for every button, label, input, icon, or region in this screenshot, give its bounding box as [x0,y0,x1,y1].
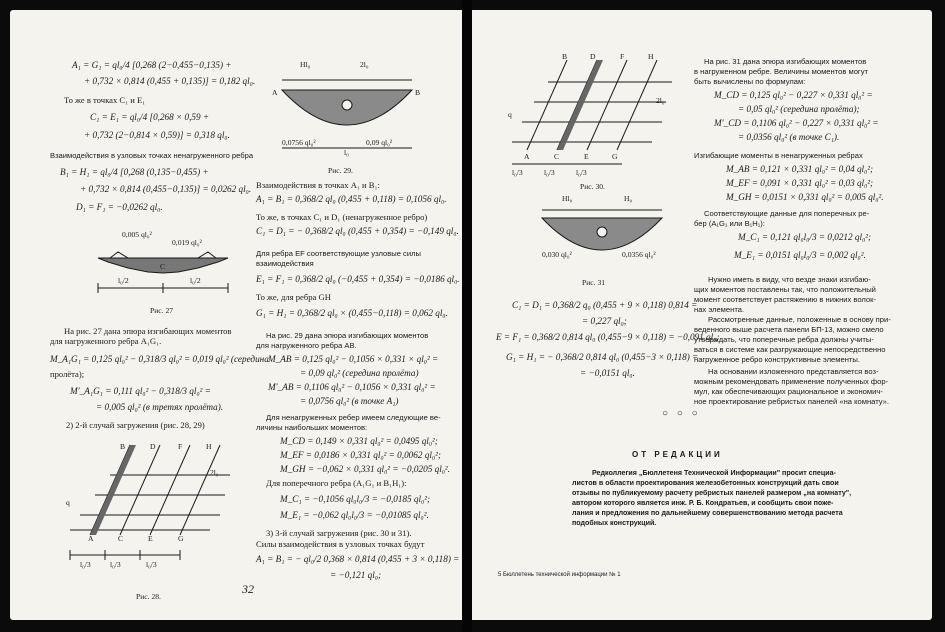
col2-line-23: 3) 3-й случай загружения (рис. 30 и 31). [266,528,412,538]
rcol-line-8: M_AB = 0,121 × 0,331 ql₀² = 0,04 ql₀²; [726,164,874,174]
col2-line-18: M_EF = 0,0186 × 0,331 ql₀² = 0,0062 ql₀²; [280,450,441,460]
rcol-line-18: нах элемента. [694,305,745,314]
rcol-line-20: веденного выше расчета панели БП-13, можно смело [694,325,884,334]
col2-line-13: M′_AB = 0,1106 ql₀² − 0,1056 × 0,331 ql₀² = [268,382,436,392]
fig27-label-2: 0,019 ql₀² [172,238,202,247]
fig31-caption: Рис. 31 [582,278,606,287]
fig31-label-m1: 0,030 ql₀² [542,250,572,259]
rcol-line-12: бер (A₁G₁ или B₁H₁): [694,219,765,228]
formula-a1-g1: A₁ = G₁ = ql₀/4 [0,268 (2−0,455−0,135) + [72,60,232,70]
text-unloaded-rib: Взаимодействия в узловых точках ненагруженного ребра [50,151,254,160]
figure-31-diagram [532,192,672,272]
col2-line-20: Для поперечного ребра (A₁G₁ и B₁H₁): [266,478,407,488]
fig30-label-q: q [508,110,512,119]
formula-c1-d1-result: = 0,227 ql₀; [582,316,627,326]
fig28-label-h: H [206,442,212,451]
formula-g1-h1-result: = −0,0151 ql₀. [580,368,635,378]
formula-a1-g1-result: + 0,732 × 0,814 (0,455 + 0,135)] = 0,182 ql₀. [84,76,256,86]
col2-line-26: = −0,121 ql₀; [330,570,382,580]
fig29-caption: Рис. 29. [328,166,353,175]
fig30-label-l3-1: l₀/3 [512,168,523,177]
col2-line-14: = 0,0756 ql₀² (в точке A₁) [300,396,399,406]
rcol-line-10: M_GH = 0,0151 × 0,331 ql₀² = 0,005 ql₀². [726,192,884,202]
rcol-line-24: На основании изложенного представляется воз- [708,367,879,376]
rcol-line-3: M_CD = 0,125 ql₀² − 0,227 × 0,331 ql₀² = [714,90,873,100]
col2-line-24: Силы взаимодействия в узловых точках будут [256,539,425,549]
fig31-label-h0: H₀ [624,194,633,203]
fig30-label-l3-3: l₀/3 [576,168,587,177]
formula-g1-h1: G₁ = H₁ = − 0,368/2 0,814 ql₀ (0,455−3 × 0,118) = [506,352,699,362]
formula-c1-e1: C₁ = E₁ = ql₀/4 [0,268 × 0,59 + [90,112,210,122]
fig28-label-l3-2: l₀/3 [110,560,121,569]
page-number-left: 32 [242,582,254,596]
formula-b1-h1: B₁ = H₁ = ql₀/4 [0,268 (0,135−0,455) + [60,167,209,177]
figure-28-diagram [60,435,240,565]
fig27-label-half2: l₀/2 [190,276,201,285]
fig28-label-e: E [148,534,153,543]
fig28-label-q: q [66,498,70,507]
formula-m-prime-result: = 0,005 ql₀² (в третях пролёта). [96,402,224,412]
rcol-line-2: быть вычислены по формулам: [694,77,806,86]
rcol-line-14: M_E₁ = 0,0151 ql₀l₀/3 = 0,002 ql₀². [734,250,866,260]
fig28-label-d: D [150,442,156,451]
text-fig27-intro: На рис. 27 дана эпюра изгибающих моментов [64,326,232,336]
col2-line-25: A₁ = B₁ = − ql₀/2 0,368 × 0,814 (0,455 + 3 × 0,118) = [256,554,460,564]
formula-m-a1g1: M_A₁G₁ = 0,125 ql₀² − 0,318/3 ql₀² = 0,019 ql₀² (середина [50,354,269,364]
col2-line-6: E₁ = F₁ = 0,368/2 ql₀ (−0,455 + 0,354) = −0,0186 ql₀. [256,274,460,284]
rcol-line-11: Соответствующие данные для поперечных ре- [704,209,870,218]
fig29-label-m2: 0,09 ql₀² [366,138,393,147]
book-gutter [462,0,472,632]
fig27-label-c: C [160,262,166,271]
col2-line-5: взаимодействия [256,259,314,268]
fig29-label-b: B [415,88,421,97]
fig28-label-a: A [88,534,94,543]
fig29-label-hl0: Hl₀ [300,60,311,69]
col2-line-17: M_CD = 0,149 × 0,331 ql₀² = 0,0495 ql₀²; [280,436,438,446]
fig30-label-a: A [524,152,530,161]
rcol-line-0: На рис. 31 дана эпюра изгибающих моментов [704,57,867,66]
rcol-line-25: можным рекомендовать применение полученных фор- [694,377,889,386]
fig29-label-l0: l₀ [344,148,349,157]
fig31-label-m2: 0,0356 ql₀² [622,250,656,259]
left-page [10,10,462,620]
formula-c1-e1-result: + 0,732 (2−0,814 × 0,59)] = 0,318 ql₀. [84,130,230,140]
fig28-label-l3-1: l₀/3 [80,560,91,569]
col2-line-4: Для ребра EF соответствующие узловые силы [256,249,421,258]
page-footer: 5 Бюллетень технической информации № 1 [498,572,621,578]
rcol-line-17: момент соответствует растяжению в нижних волок- [694,295,877,304]
col2-line-1: A₁ = B₁ = 0,368/2 ql₀ (0,455 + 0,118) = 0,1056 ql₀. [256,194,447,204]
text-fig27-intro-2: для нагруженного ребра A₁G₁. [50,336,162,346]
col2-line-16: личины наибольших моментов: [256,423,368,432]
fig30-label-e: E [584,152,589,161]
right-page [472,10,932,620]
fig30-label-l3-2: l₀/3 [544,168,555,177]
fig28-label-g: G [178,534,184,543]
formula-m-prime-a1g1: M′_A₁G₁ = 0,111 ql₀² − 0,318/3 ql₀² = [70,386,211,396]
rcol-line-4: = 0,05 ql₀² (середина пролёта); [738,104,860,114]
rcol-line-27: ное проектирование ребристых панелей «на комнату». [694,397,889,406]
fig27-label-half1: l₀/2 [118,276,129,285]
rcol-line-16: щих моментов поставлены так, что положительный [694,285,876,294]
rcol-line-13: M_C₁ = 0,121 ql₀l₀/3 = 0,0212 ql₀²; [738,232,872,242]
fig27-caption: Рис. 27 [150,306,174,315]
fig28-label-f: F [178,442,183,451]
rcol-line-1: в нагруженном ребре. Величины моментов могут [694,67,868,76]
rcol-line-15: Нужно иметь в виду, что везде знаки изгибаю- [708,275,871,284]
rcol-line-6: = 0,0356 ql₀² (в точке C₁). [738,132,840,142]
col2-line-22: M_E₁ = −0,062 ql₀l₀/3 = −0,01085 ql₀². [280,510,429,520]
rcol-line-22: ваться в системе как разгружающие непосредственно [694,345,886,354]
rcol-line-7: Изгибающие моменты в ненагруженных ребрах [694,151,863,160]
rcol-line-21: утверждать, что поперечные ребра должны учиты- [694,335,874,344]
fig30-label-f: F [620,52,625,61]
text-midspan: пролёта); [50,369,85,379]
fig30-label-c: C [554,152,560,161]
fig30-caption: Рис. 30. [580,182,605,191]
formula-b1-h1-result: + 0,732 × 0,814 (0,455−0,135)] = 0,0262 ql₀. [80,184,252,194]
rcol-line-19: Рассмотренные данные, положенные в основу при- [708,315,891,324]
section-ornament: ○ ○ ○ [662,408,701,419]
editorial-line-2: отзывы по публикуемому расчету ребристых панелей размером „на комнату", [572,489,852,497]
fig30-label-h: H [648,52,654,61]
editorial-header: ОТ РЕДАКЦИИ [632,450,723,459]
editorial-line-1: листов в области проектирования железобетонных конструкций дать свои [572,479,839,487]
editorial-line-4: лания и предложения по дальнейшему совершенствованию метода расчета [572,509,843,517]
fig29-label-a: A [272,88,278,97]
fig29-label-2l0: 2l₀ [360,60,369,69]
col2-line-11: M_AB = 0,125 ql₀² − 0,1056 × 0,331 × ql₀² = [268,354,439,364]
formula-d1-f1: D₁ = F₁ = −0,0262 ql₀. [76,202,163,212]
col2-line-15: Для ненагруженных ребер имеем следующие ве- [266,413,441,422]
col2-line-0: Взаимодействия в точках A₁ и B₁: [256,180,380,190]
fig30-label-d: D [590,52,596,61]
editorial-line-3: автором которого является инж. Р. Б. Кондратьев, и сообщить свои поже- [572,499,834,507]
text-case-2: 2) 2-й случай загружения (рис. 28, 29) [66,420,205,430]
formula-e-f1: E = F₁ = 0,368/2 0,814 ql₀ (0,455−9 × 0,118) = −0,091 ql₀; [496,332,720,342]
fig30-label-2l0: 2l₀ [656,96,665,105]
col2-line-2: То же, в точках C₁ и D₁ (ненагруженное ребро) [256,212,428,222]
fig28-caption: Рис. 28. [136,592,161,601]
rcol-line-5: M′_CD = 0,1106 ql₀² − 0,227 × 0,331 ql₀² = [714,118,879,128]
col2-line-9: На рис. 29 дана эпюра изгибающих моментов [266,331,429,340]
fig28-label-2l0: 2l₀ [210,468,219,477]
fig28-label-c: C [118,534,124,543]
fig28-label-b: B [120,442,126,451]
col2-line-8: G₁ = H₁ = 0,368/2 ql₀ × (0,455−0,118) = 0,062 ql₀. [256,308,448,318]
fig29-label-m1: 0,0756 ql₀² [282,138,316,147]
col2-line-10: для нагруженного ребра AB. [256,341,357,350]
fig28-label-l3-3: l₀/3 [146,560,157,569]
formula-c1-d1: C₁ = D₁ = 0,368/2 q₀ (0,455 + 9 × 0,118) 0,814 = [512,300,698,310]
rcol-line-9: M_EF = 0,091 × 0,331 ql₀² = 0,03 ql₀²; [726,178,874,188]
text-same-c1-e1: То же в точках C₁ и E₁ [64,95,146,105]
col2-line-21: M_C₁ = −0,1056 ql₀l₀/3 = −0,0185 ql₀²; [280,494,431,504]
editorial-line-5: подобных конструкций. [572,519,657,527]
rcol-line-23: нагруженное ребро конструктивные элементы. [694,355,860,364]
rcol-line-26: мул, как обеспечивающих рациональное и экономич- [694,387,883,396]
fig27-label-1: 0,005 ql₀² [122,230,152,239]
col2-line-12: = 0,09 ql₀² (середина пролёта) [300,368,419,378]
col2-line-19: M_GH = −0,062 × 0,331 ql₀² = −0,0205 ql₀². [280,464,450,474]
fig30-label-g: G [612,152,618,161]
editorial-line-0: Редколлегия „Бюллетеня Технической Информации" просит специа- [592,469,836,477]
fig31-label-hl0: Hl₀ [562,194,573,203]
col2-line-7: То же, для ребра GH [256,292,331,302]
col2-line-3: C₁ = D₁ = − 0,368/2 ql₀ (0,455 + 0,354) = −0,149 ql₀. [256,226,459,236]
fig30-label-b: B [562,52,568,61]
